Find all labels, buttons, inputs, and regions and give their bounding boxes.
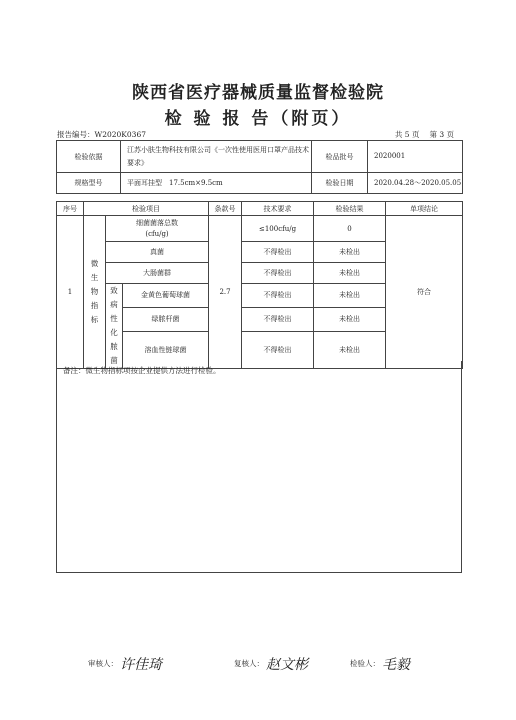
basis-label: 检验依据 bbox=[57, 141, 121, 173]
pathogen-group-text: 致病性化脓菌 bbox=[110, 286, 118, 365]
inspector-handwriting: 毛毅 bbox=[382, 657, 410, 673]
reviewer-signature bbox=[88, 654, 162, 674]
result-cell: 0 bbox=[314, 216, 386, 242]
item-cell: 真菌 bbox=[106, 242, 209, 263]
pathogen-group-cell bbox=[106, 284, 123, 369]
basis-value: 江苏小肤生物科技有限公司《一次性使用医用口罩产品技术要求》 bbox=[121, 141, 312, 173]
page-counter bbox=[385, 129, 454, 140]
info-table bbox=[56, 140, 463, 194]
header-conclusion: 单项结论 bbox=[386, 202, 463, 216]
header-seq: 序号 bbox=[57, 202, 84, 216]
batch-value: 2020001 bbox=[368, 141, 463, 173]
reviewer-label: 审核人： bbox=[88, 659, 118, 668]
header-result: 检验结果 bbox=[314, 202, 386, 216]
table-row bbox=[57, 216, 463, 242]
note-text: 备注：微生物指标项按企业提供方法进行检验。 bbox=[63, 366, 221, 375]
institute-title: 陕西省医疗器械质量监督检验院 bbox=[132, 83, 384, 103]
requirement-cell: 不得检出 bbox=[242, 284, 314, 308]
result-cell: 未检出 bbox=[314, 331, 386, 368]
page-number: 第 3 页 bbox=[429, 130, 454, 139]
item-cell: 金黄色葡萄球菌 bbox=[123, 284, 209, 308]
rechecker-handwriting: 赵文彬 bbox=[266, 657, 308, 673]
report-title: 检 验 报 告（附页） bbox=[164, 109, 352, 129]
result-cell: 未检出 bbox=[314, 242, 386, 263]
requirement-cell: 不得检出 bbox=[242, 307, 314, 331]
result-cell: 未检出 bbox=[314, 284, 386, 308]
date-value: 2020.04.28～2020.05.05 bbox=[368, 173, 463, 194]
results-header-row bbox=[57, 202, 463, 216]
report-number bbox=[57, 129, 146, 140]
result-cell: 未检出 bbox=[314, 307, 386, 331]
note-box bbox=[56, 361, 462, 573]
batch-label: 检品批号 bbox=[312, 141, 368, 173]
model-label: 规格型号 bbox=[57, 173, 121, 194]
report-number-value: W2020K0367 bbox=[94, 130, 146, 139]
header-requirement: 技术要求 bbox=[242, 202, 314, 216]
clause-cell: 2.7 bbox=[209, 216, 242, 369]
rechecker-label: 复核人： bbox=[234, 659, 264, 668]
rechecker-signature bbox=[234, 654, 308, 674]
seq-cell: 1 bbox=[57, 216, 84, 369]
info-row bbox=[57, 173, 463, 194]
item-name: 细菌菌落总数 bbox=[136, 218, 179, 227]
item-cell: 溶血性链球菌 bbox=[123, 331, 209, 368]
header-clause: 条款号 bbox=[209, 202, 242, 216]
info-row bbox=[57, 141, 463, 173]
requirement-cell: 不得检出 bbox=[242, 263, 314, 284]
category-text: 微生物指标 bbox=[90, 259, 99, 324]
result-cell: 未检出 bbox=[314, 263, 386, 284]
reviewer-handwriting: 许佳琦 bbox=[120, 657, 162, 673]
item-unit: (cfu/g) bbox=[145, 229, 169, 238]
total-pages: 共 5 页 bbox=[394, 130, 420, 139]
conclusion-cell: 符合 bbox=[386, 216, 463, 369]
item-cell: 大肠菌群 bbox=[106, 263, 209, 284]
header-item: 检验项目 bbox=[84, 202, 209, 216]
report-number-label: 报告编号： bbox=[57, 130, 95, 139]
inspector-label: 检验人： bbox=[350, 659, 380, 668]
item-cell: 绿脓杆菌 bbox=[123, 307, 209, 331]
item-cell bbox=[106, 216, 209, 242]
category-cell bbox=[84, 216, 106, 369]
model-value: 平面耳挂型 17.5cm×9.5cm bbox=[121, 173, 312, 194]
requirement-cell: ≤100cfu/g bbox=[242, 216, 314, 242]
date-label: 检验日期 bbox=[312, 173, 368, 194]
requirement-cell: 不得检出 bbox=[242, 242, 314, 263]
requirement-cell: 不得检出 bbox=[242, 331, 314, 368]
inspector-signature bbox=[350, 654, 410, 674]
results-table bbox=[56, 201, 463, 369]
